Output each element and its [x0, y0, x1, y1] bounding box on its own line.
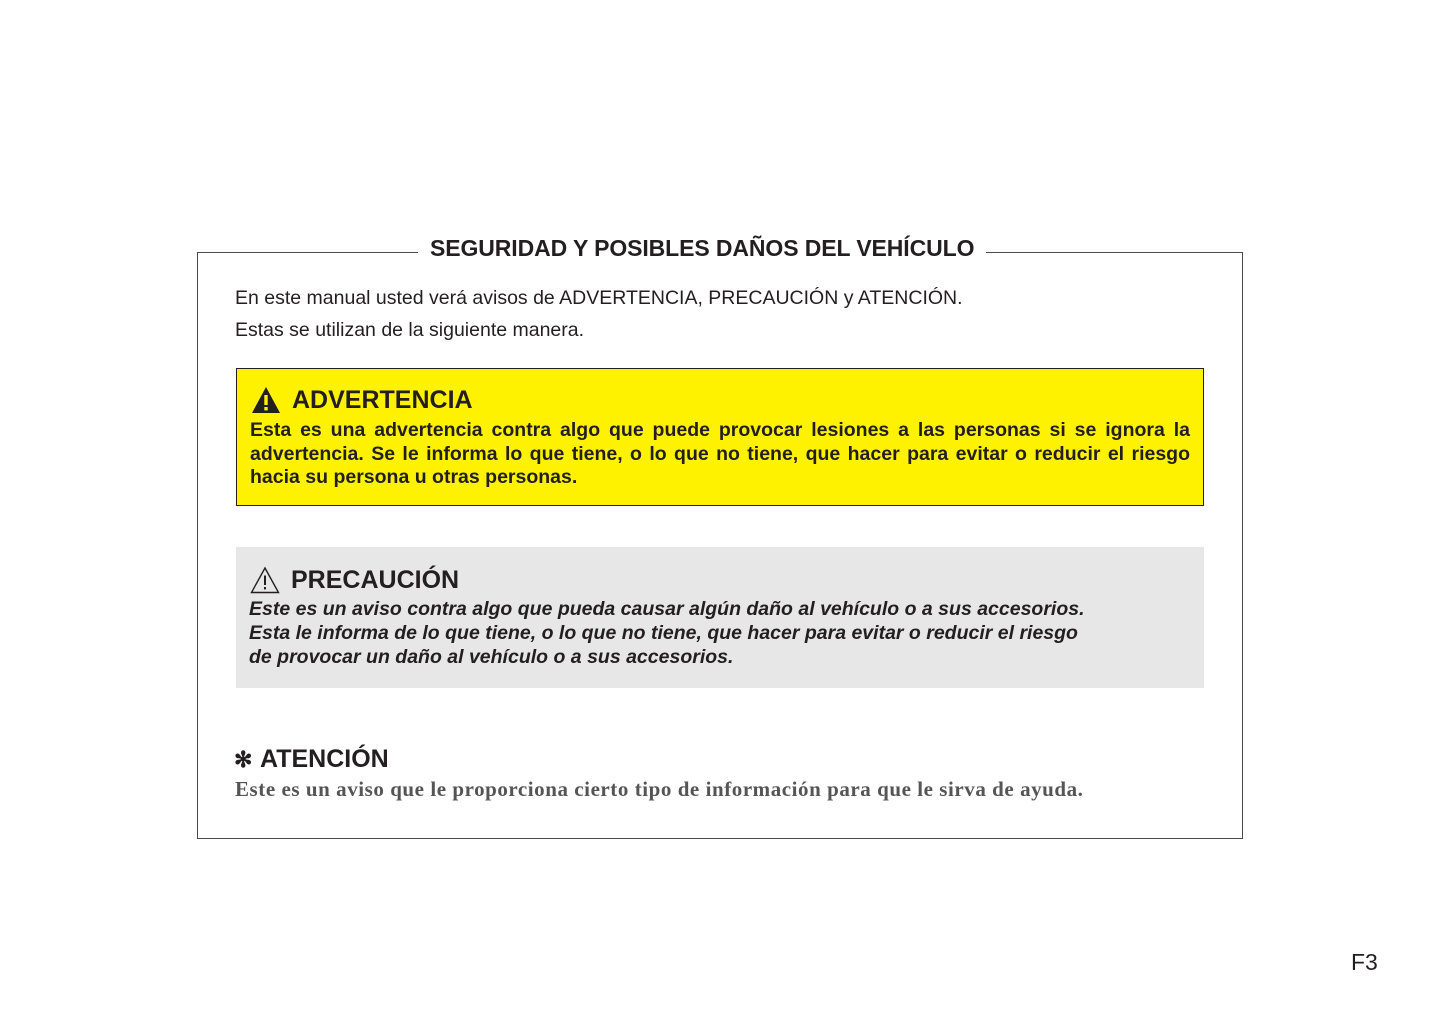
caution-line-1: Este es un aviso contra algo que pueda causar algún daño al vehículo o a sus accesorios. [249, 598, 1085, 620]
note-text: Este es un aviso que le proporciona cierto tipo de información para que le sirva de ayuda. [235, 777, 1084, 801]
caution-heading: PRECAUCIÓN [291, 565, 460, 594]
page-number: F3 [1351, 949, 1378, 975]
warning-heading: ADVERTENCIA [292, 385, 473, 414]
intro-line-2: Estas se utilizan de la siguiente manera. [235, 319, 585, 341]
section-title: SEGURIDAD Y POSIBLES DAÑOS DEL VEHÍCULO [418, 232, 986, 264]
note-heading: ATENCIÓN [260, 745, 389, 773]
caution-line-3: de provocar un daño al vehículo o a sus accesorios. [249, 646, 734, 668]
intro-line-1: En este manual usted verá avisos de ADVERTENCIA, PRECAUCIÓN y ATENCIÓN. [235, 287, 963, 309]
warning-triangle-outline-icon [249, 565, 281, 595]
caution-line-2: Esta le informa de lo que tiene, o lo que no tiene, que hacer para evitar o reducir el riesgo [249, 622, 1078, 644]
warning-triangle-filled-icon [250, 385, 282, 415]
warning-heading-row [250, 383, 1190, 417]
warning-text: Esta es una advertencia contra algo que puede provocar lesiones a las personas si se ignora la advertencia. Se le informa lo que tiene, o lo que no tiene, que hacer para evitar o reducir el riesgo hacia su persona u otras personas. [250, 419, 1190, 488]
caution-box [236, 547, 1204, 688]
warning-box [236, 368, 1204, 506]
note-heading-row [234, 742, 389, 777]
asterisk-icon: ✻ [234, 747, 253, 772]
caution-heading-row [249, 563, 1191, 597]
caution-text [249, 597, 1191, 669]
